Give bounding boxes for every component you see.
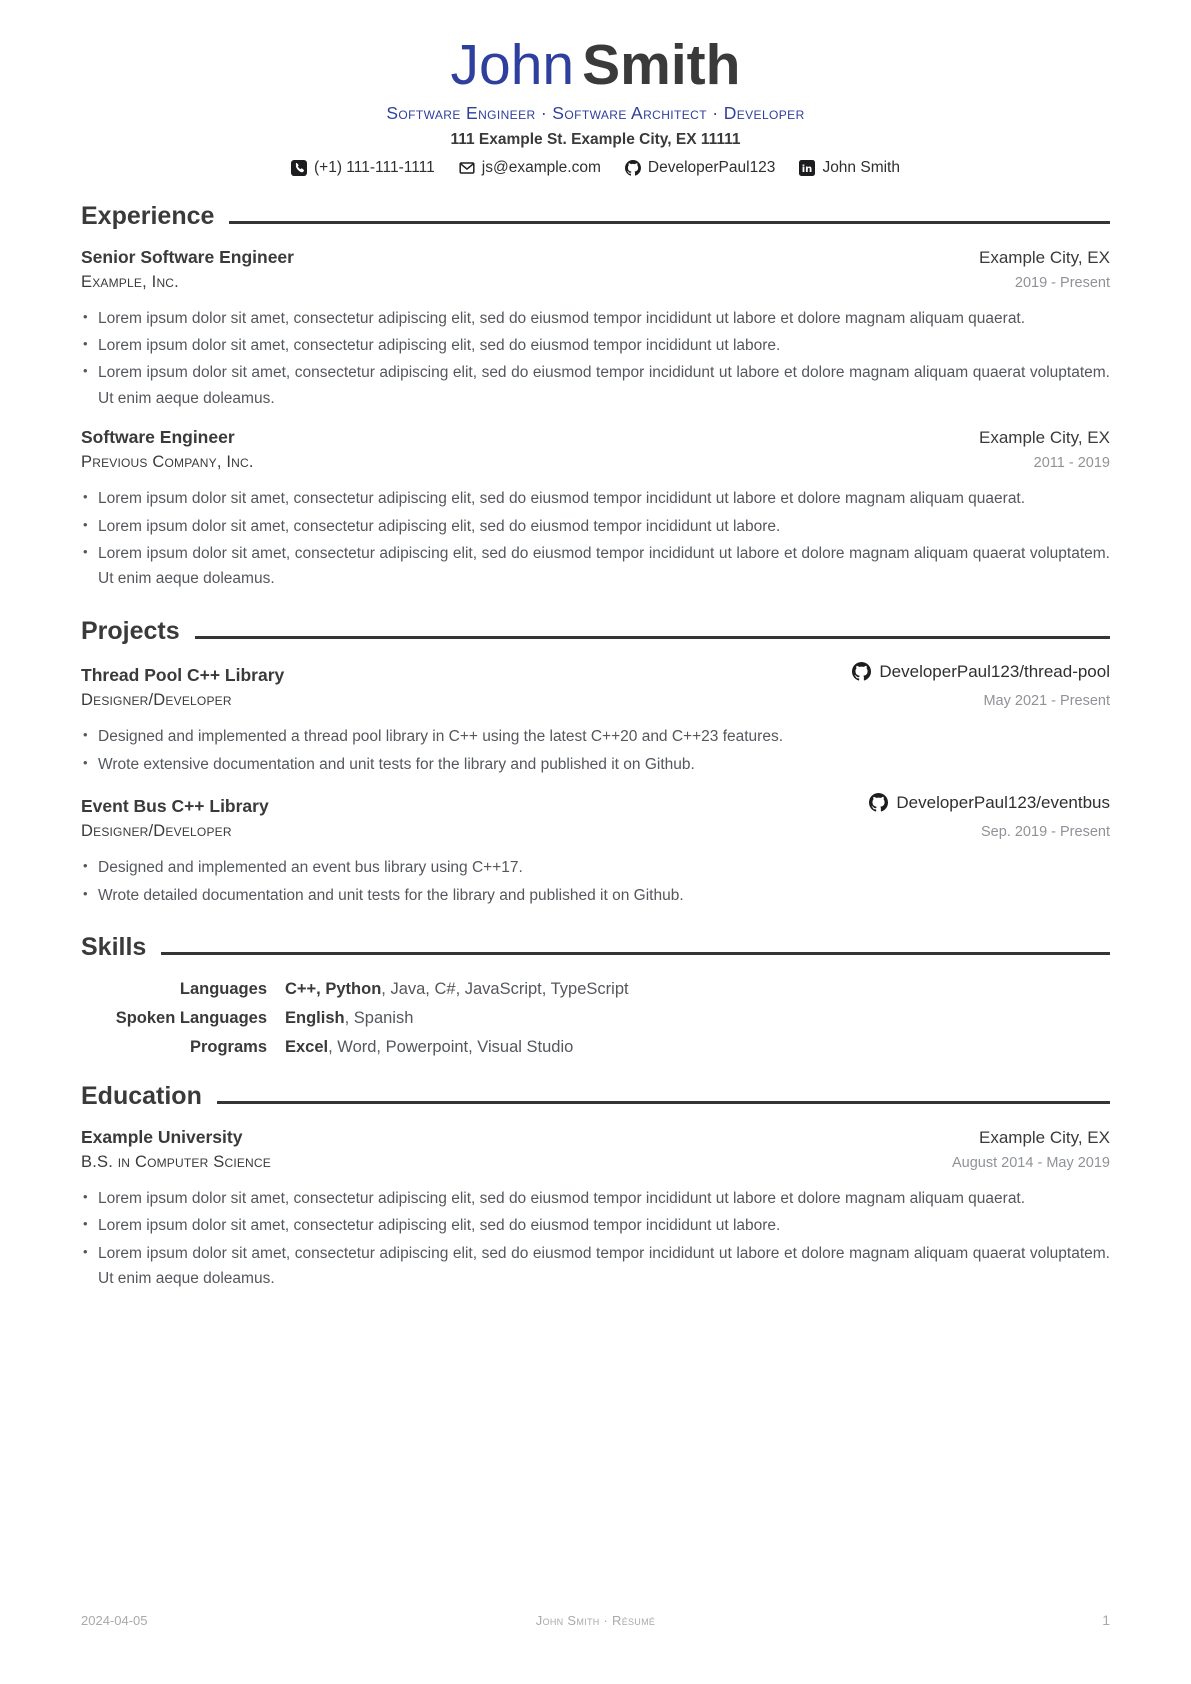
section-experience [81, 202, 1110, 592]
skill-value-rest: , Spanish [344, 1008, 414, 1027]
section-education [81, 1082, 1110, 1291]
section-title-projects: Projects [81, 616, 180, 645]
skill-label: Languages [179, 979, 267, 998]
linkedin-link[interactable] [799, 159, 900, 177]
project-role: Designer/Developer [81, 822, 232, 841]
section-projects [81, 617, 1110, 908]
job-location: Example City, EX [978, 247, 1110, 267]
first-name: John [450, 33, 575, 97]
footer-title: John Smith · Résumé [535, 1613, 656, 1628]
linkedin-icon [799, 160, 815, 176]
address: 111 Example St. Example City, EX 11111 [450, 130, 741, 148]
job-title: Software Engineer [81, 427, 235, 448]
github-username: DeveloperPaul123 [647, 158, 776, 176]
job-dates: 2011 - 2019 [1033, 455, 1110, 472]
skill-value-rest: , Word, Powerpoint, Visual Studio [328, 1037, 574, 1056]
email-icon [459, 160, 475, 176]
section-header [81, 933, 1110, 962]
skill-label: Programs [189, 1037, 267, 1056]
company-name: Example, Inc. [81, 272, 179, 291]
project-dates: May 2021 - Present [983, 693, 1110, 710]
entry-title-row [81, 793, 1110, 818]
section-title-education: Education [81, 1081, 202, 1110]
skill-value [285, 980, 1110, 999]
page-footer [81, 1612, 1110, 1628]
bullet-item: • Lorem ipsum dolor sit amet, consectetur adipiscing elit, sed do eiusmod tempor incididunt ut labore et dolore magnam aliquam quaerat voluptatem. Ut enim aeque doleamus. [81, 360, 1110, 411]
degree-name: B.S. in Computer Science [81, 1152, 271, 1171]
skill-value-strong: Excel [285, 1037, 329, 1056]
project-role: Designer/Developer [81, 691, 232, 710]
footer-date: 2024-04-05 [81, 1613, 148, 1628]
github-icon [625, 160, 641, 176]
bullet-list [81, 855, 1110, 908]
entry-sub-row [81, 453, 1110, 472]
project-entry [81, 793, 1110, 908]
github-icon [869, 793, 888, 812]
entry-sub-row [81, 1153, 1110, 1172]
project-repo-link[interactable] [852, 662, 1110, 682]
entry-title-row [81, 247, 1110, 268]
entry-title-row [81, 427, 1110, 448]
bullet-item: • Lorem ipsum dolor sit amet, consectetur adipiscing elit, sed do eiusmod tempor incididunt ut labore. [81, 333, 1110, 358]
bullet-list [81, 724, 1110, 777]
section-title-skills: Skills [81, 933, 147, 962]
github-icon [852, 662, 871, 681]
bullet-item: • Lorem ipsum dolor sit amet, consectetur adipiscing elit, sed do eiusmod tempor incididunt ut labore et dolore magnam aliquam quaerat. [81, 306, 1110, 331]
section-header [81, 202, 1110, 231]
email-link[interactable] [459, 159, 601, 177]
skill-value-strong: C++, Python [285, 979, 382, 998]
project-entry [81, 662, 1110, 777]
section-rule [161, 952, 1110, 955]
school-location: Example City, EX [978, 1127, 1110, 1147]
resume-header [81, 33, 1110, 177]
contact-row [81, 159, 1110, 177]
bullet-item: • Lorem ipsum dolor sit amet, consectetur adipiscing elit, sed do eiusmod tempor incididunt ut labore et dolore magnam aliquam quaerat voluptatem. Ut enim aeque doleamus. [81, 1241, 1110, 1292]
phone-number: (+1) 111-111-1111 [314, 158, 435, 176]
bullet-list [81, 306, 1110, 412]
bullet-list [81, 1186, 1110, 1292]
skills-table [81, 980, 1110, 1057]
bullet-item: • Wrote detailed documentation and unit tests for the library and published it on Github. [81, 883, 1110, 908]
bullet-item: • Wrote extensive documentation and unit tests for the library and published it on Github. [81, 752, 1110, 777]
job-dates: 2019 - Present [1014, 274, 1110, 291]
school-name: Example University [81, 1126, 243, 1147]
svg-text:in: in [802, 163, 813, 175]
section-title-experience: Experience [81, 201, 215, 230]
bullet-item: • Designed and implemented a thread pool library in C++ using the latest C++20 and C++23 features. [81, 724, 1110, 749]
skill-value-rest: , Java, C#, JavaScript, TypeScript [381, 979, 629, 998]
job-title: Senior Software Engineer [81, 246, 294, 267]
project-title: Thread Pool C++ Library [81, 665, 285, 686]
project-title: Event Bus C++ Library [81, 796, 269, 817]
linkedin-name: John Smith [822, 158, 900, 176]
experience-entry [81, 427, 1110, 592]
job-location: Example City, EX [978, 428, 1110, 448]
section-skills [81, 933, 1110, 1057]
phone-link[interactable] [291, 159, 435, 177]
entry-sub-row [81, 822, 1110, 841]
section-rule [195, 636, 1110, 639]
entry-sub-row [81, 273, 1110, 292]
section-rule [217, 1101, 1110, 1104]
project-repo-link[interactable] [869, 793, 1110, 813]
tagline: Software Engineer · Software Architect · Developer [386, 102, 805, 123]
section-header [81, 617, 1110, 646]
github-link[interactable] [625, 159, 776, 177]
bullet-item: • Lorem ipsum dolor sit amet, consectetur adipiscing elit, sed do eiusmod tempor incididunt ut labore. [81, 514, 1110, 539]
bullet-item: • Lorem ipsum dolor sit amet, consectetur adipiscing elit, sed do eiusmod tempor incididunt ut labore et dolore magnam aliquam quaerat voluptatem. Ut enim aeque doleamus. [81, 541, 1110, 592]
last-name: Smith [582, 33, 741, 97]
phone-icon [291, 160, 307, 176]
skill-label: Spoken Languages [115, 1008, 267, 1027]
entry-sub-row [81, 691, 1110, 710]
bullet-item: • Lorem ipsum dolor sit amet, consectetur adipiscing elit, sed do eiusmod tempor incididunt ut labore et dolore magnam aliquam quaerat. [81, 1186, 1110, 1211]
repo-name: DeveloperPaul123/thread-pool [879, 661, 1110, 681]
company-name: Previous Company, Inc. [81, 453, 254, 472]
bullet-list [81, 486, 1110, 592]
project-dates: Sep. 2019 - Present [981, 824, 1110, 841]
entry-title-row [81, 662, 1110, 687]
entry-title-row [81, 1127, 1110, 1148]
section-header [81, 1082, 1110, 1111]
bullet-item: • Designed and implemented an event bus library using C++17. [81, 855, 1110, 880]
education-dates: August 2014 - May 2019 [952, 1154, 1110, 1171]
skill-value [285, 1009, 1110, 1028]
email-text: js@example.com [481, 158, 601, 176]
page-title [81, 33, 1110, 97]
bullet-item: • Lorem ipsum dolor sit amet, consectetur adipiscing elit, sed do eiusmod tempor incididunt ut labore et dolore magnam aliquam quaerat. [81, 486, 1110, 511]
repo-name: DeveloperPaul123/eventbus [896, 792, 1110, 812]
education-entry [81, 1127, 1110, 1292]
footer-page-number: 1 [1102, 1612, 1110, 1628]
skill-value [285, 1038, 1110, 1057]
skill-value-strong: English [285, 1008, 345, 1027]
bullet-item: • Lorem ipsum dolor sit amet, consectetur adipiscing elit, sed do eiusmod tempor incididunt ut labore. [81, 1213, 1110, 1238]
section-rule [229, 221, 1110, 224]
experience-entry [81, 247, 1110, 412]
